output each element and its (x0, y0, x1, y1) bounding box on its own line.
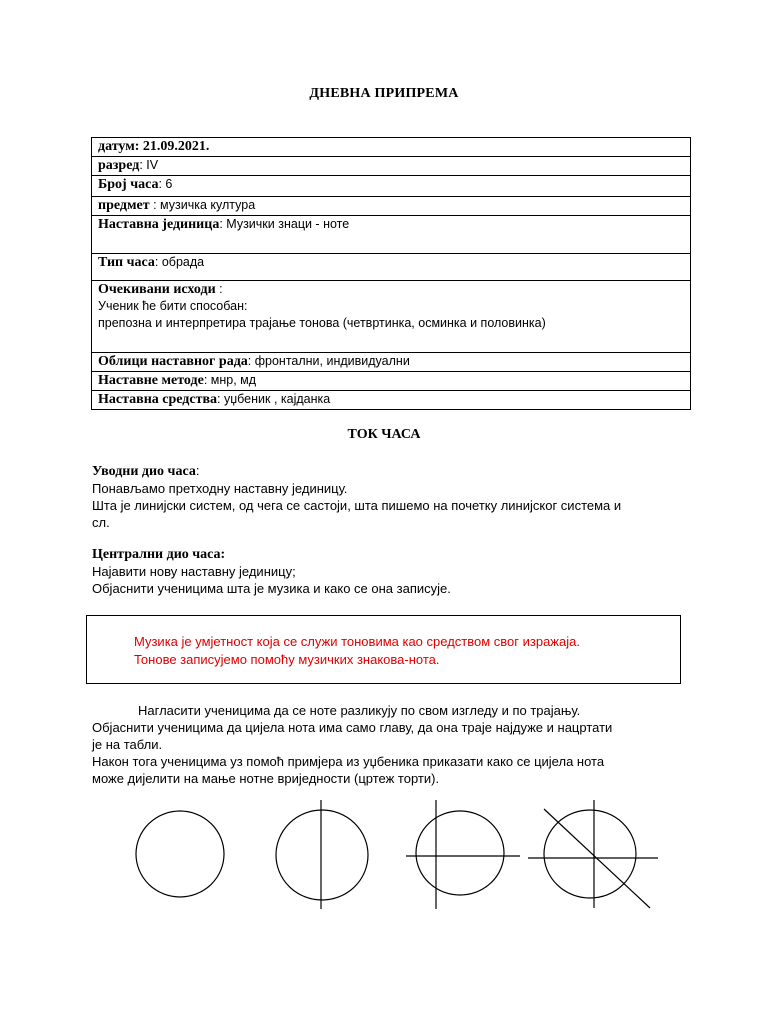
unit-value: : Музички знаци - ноте (219, 217, 350, 231)
explanation-line-1: Нагласити ученицима да се ноте разликују по свом изгледу и по трајању. (138, 703, 581, 718)
intro-line-2: Шта је линијски систем, од чега се састоји, шта пишемо на почетку линијског система и (92, 498, 622, 513)
grade-label: разред (98, 158, 140, 173)
intro-line-3: сл. (92, 515, 110, 530)
forms-value: : фронтални, индивидуални (247, 354, 410, 368)
central-line-2: Објаснити ученицима шта је музика и како се она записује. (92, 581, 451, 596)
outcomes-colon: : (215, 282, 223, 296)
type-value: : обрада (154, 255, 205, 269)
outcomes-label: Очекивани исходи (98, 282, 216, 297)
central-line-1: Најавити нову наставну јединицу; (92, 564, 296, 579)
pie-whole (136, 811, 224, 897)
lesson-info-table (91, 137, 691, 410)
grade-value: : IV (139, 158, 159, 172)
page-title: ДНЕВНА ПРИПРЕМА (309, 86, 459, 101)
subject-value: : музичка култура (149, 198, 256, 212)
intro-heading-colon: : (195, 463, 200, 478)
row-unit (92, 216, 691, 254)
lesson-number-label: Број часа (98, 177, 159, 192)
unit-label: Наставна јединица (98, 217, 220, 232)
row-lesson-number (92, 176, 691, 197)
row-grade (92, 157, 691, 176)
lesson-number-value: : 6 (158, 177, 173, 191)
date-label: датум: 21.09.2021. (98, 139, 210, 154)
row-forms (92, 353, 691, 372)
row-means (92, 391, 691, 410)
row-subject (92, 197, 691, 216)
central-heading: Централни дио часа: (92, 547, 226, 562)
pie-half (276, 800, 368, 909)
pie-eighth (528, 800, 658, 908)
pie-quarter (406, 800, 520, 909)
row-outcomes (92, 281, 691, 353)
methods-label: Наставне методе (98, 373, 204, 388)
means-value: : уџбеник , кајданка (217, 392, 331, 406)
outcomes-line-1: Ученик ће бити способан: (98, 299, 248, 313)
explanation-line-2: Објаснити ученицима да цијела нота има само главу, да она траје најдуже и нацртати (92, 720, 613, 735)
forms-label: Облици наставног рада (98, 354, 248, 369)
explanation-paragraph (92, 702, 612, 787)
type-label: Тип часа (98, 255, 155, 270)
definition-box (86, 615, 681, 684)
explanation-line-3: је на табли. (92, 737, 163, 752)
methods-value: : мнр, мд (203, 373, 257, 387)
row-methods (92, 372, 691, 391)
pie-drawings (120, 795, 680, 915)
subject-label: предмет (98, 198, 150, 213)
intro-line-1: Понављамо претходну наставну јединицу. (92, 481, 348, 496)
explanation-line-5: може дијелити на мање нотне вриједности (цртеж торти). (92, 771, 440, 786)
intro-heading: Уводни дио часа (92, 464, 196, 479)
definition-line-1: Музика је умјетност која се служи тоновима као средством свог изражаја. (134, 634, 580, 649)
outcomes-line-2: препозна и интерпретира трајање тонова (четвртинка, осминка и половинка) (98, 316, 546, 330)
row-type (92, 254, 691, 281)
explanation-line-4: Након тога ученицима уз помоћ примјера из уџбеника приказати како се цијела нота (92, 754, 605, 769)
central-section (92, 547, 451, 597)
definition-line-2: Тонове записујемо помоћу музичких знакова-нота. (134, 652, 440, 667)
means-label: Наставна средства (98, 392, 218, 407)
course-title: ТОК ЧАСА (347, 427, 421, 442)
row-date (92, 138, 691, 157)
intro-section (92, 462, 621, 531)
